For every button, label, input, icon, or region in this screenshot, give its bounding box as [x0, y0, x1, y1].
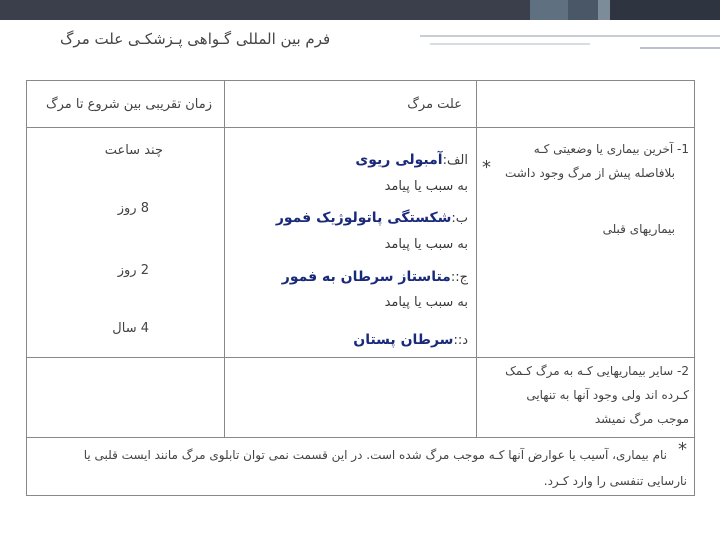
due-to-2: به سبب یا پیامد — [384, 237, 468, 252]
top-decor-bar — [0, 0, 720, 20]
cause-c — [232, 266, 468, 285]
cause-d — [232, 329, 468, 348]
header-interval: زمان تقریبی بین شروع تا مرگ — [45, 97, 212, 112]
cause-c-text: متاستاز سرطان به فمور — [281, 269, 451, 285]
interval-b: 8 روز — [117, 201, 149, 216]
death-certificate-table — [26, 80, 695, 496]
decor-lines — [420, 33, 720, 53]
footnote-asterisk: * — [678, 439, 687, 460]
header-cause: علت مرگ — [407, 97, 462, 112]
interval-a: چند ساعت — [104, 143, 163, 158]
cause-b-text: شکستگی پاتولوژیک فمور — [275, 210, 452, 226]
cause-b — [232, 207, 468, 226]
cause-c-prefix: ج:: — [450, 270, 468, 285]
part1-line1: 1- آخرین بیماری یا وضعیتی کـه — [533, 142, 689, 156]
cause-b-prefix: ب: — [451, 211, 468, 226]
part1-line2: بلافاصله پیش از مرگ وجود داشت — [504, 166, 675, 180]
footnote-line2: نارسایی تنفسی را وارد کـرد. — [543, 474, 687, 488]
footnote-line1: نام بیماری، آسیب یا عوارض آنها کـه موجب مرگ شده است. در این قسمت نمی توان تابلوی مرگ مانند ایست قلبی یا — [83, 448, 667, 462]
asterisk-mark: * — [482, 157, 491, 178]
part2-line3: موجب مرگ نمیشد — [594, 412, 689, 426]
prior-diseases-label: بیماریهای قبلی — [602, 222, 675, 236]
interval-d: 4 سال — [112, 321, 149, 336]
page-title: فرم بین المللی گـواهی پـزشکـی علت مرگ — [60, 30, 331, 48]
cause-a-prefix: الف: — [442, 153, 468, 168]
cause-d-text: سرطان پستان — [353, 332, 454, 348]
interval-c: 2 روز — [117, 263, 149, 278]
part2-line1: 2- سایر بیماریهایی کـه به مرگ کـمک — [505, 364, 689, 378]
cause-a — [232, 149, 468, 168]
due-to-3: به سبب یا پیامد — [384, 295, 468, 310]
part2-line2: کـرده اند ولی وجود آنها به تنهایی — [526, 388, 689, 402]
cause-a-text: آمبولی ریوی — [355, 152, 443, 168]
cause-d-prefix: د:: — [453, 333, 468, 348]
due-to-1: به سبب یا پیامد — [384, 179, 468, 194]
